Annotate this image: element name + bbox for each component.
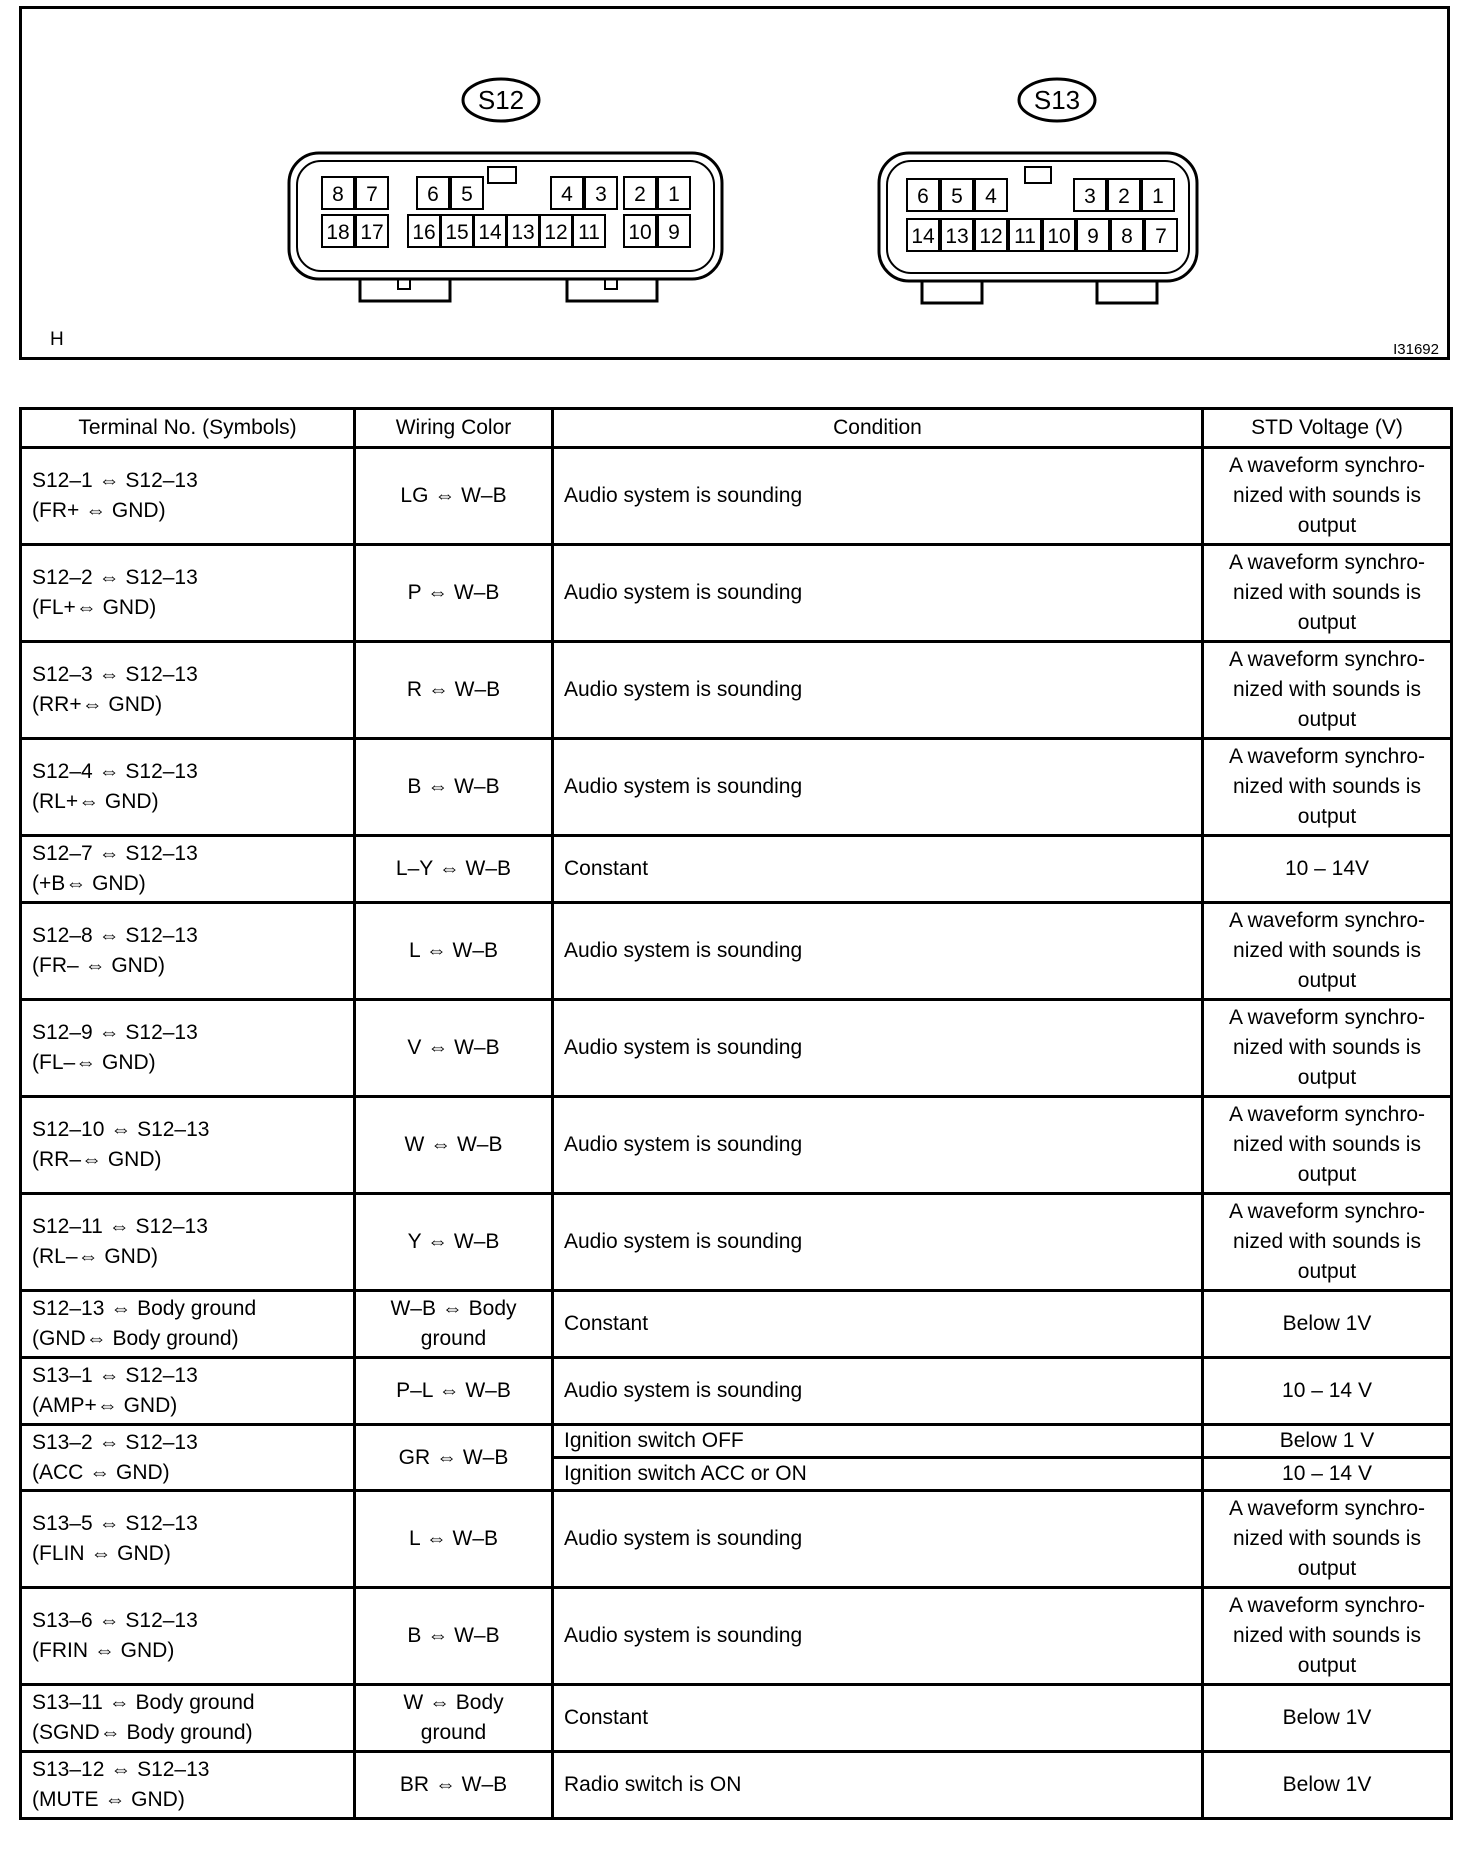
- terminal-cell: [21, 1000, 355, 1097]
- terminal-text: (FL+⇔ GND): [32, 596, 157, 619]
- s12-pin-number: 7: [366, 183, 378, 206]
- std-voltage-cell: [1203, 1194, 1452, 1291]
- terminal-text: S13–2 ⇔ S12–13: [32, 1430, 198, 1454]
- table-row: [21, 1358, 1452, 1425]
- terminal-text: (FL–⇔ GND): [32, 1051, 156, 1074]
- terminal-text: S12–10 ⇔ S12–13: [32, 1118, 210, 1141]
- s12-pin-number: 18: [326, 221, 350, 244]
- condition-cell: Audio system is sounding: [553, 1097, 1203, 1194]
- wiring-color-text: B ⇔ W–B: [407, 1624, 500, 1647]
- terminal-cell: [21, 1358, 355, 1425]
- std-voltage-text: Below 1V: [1282, 1706, 1372, 1729]
- table-row: [21, 1685, 1452, 1752]
- terminal-text: (RR–⇔ GND): [32, 1148, 162, 1171]
- s12-pin-number: 2: [634, 183, 646, 206]
- std-voltage-text: output: [1297, 1066, 1357, 1089]
- std-voltage-text: nized with sounds is: [1233, 1624, 1421, 1647]
- terminal-text: S13–6 ⇔ S12–13: [32, 1609, 198, 1632]
- std-voltage-cell: [1203, 1097, 1452, 1194]
- terminal-text: (AMP+⇔ GND): [32, 1394, 178, 1417]
- std-voltage-cell: [1203, 836, 1452, 903]
- std-voltage-text: 10 – 14V: [1284, 857, 1370, 880]
- terminal-cell: [21, 903, 355, 1000]
- std-voltage-text: output: [1297, 1163, 1357, 1186]
- wiring-color-text: R ⇔ W–B: [406, 678, 501, 701]
- condition-cell: Audio system is sounding: [553, 903, 1203, 1000]
- std-voltage-cell: [1203, 903, 1452, 1000]
- table-row: [21, 1291, 1452, 1358]
- s13-pin-number: 1: [1152, 185, 1164, 208]
- condition-cell: Ignition switch ACC or ON: [553, 1458, 1203, 1491]
- std-voltage-cell: [1203, 642, 1452, 739]
- condition-cell: Constant: [553, 1685, 1203, 1752]
- terminal-text: S12–3 ⇔ S12–13: [32, 663, 198, 686]
- table-row: [21, 1588, 1452, 1685]
- s13-pin-number: 5: [951, 185, 963, 208]
- table-row: [21, 545, 1452, 642]
- std-voltage-text: A waveform synchro-: [1228, 551, 1426, 574]
- terminal-cell: [21, 739, 355, 836]
- terminal-cell: [21, 1491, 355, 1588]
- wiring-color-cell: [355, 1425, 553, 1491]
- terminal-text: (RL–⇔ GND): [32, 1245, 159, 1268]
- terminal-text: (RR+⇔ GND): [32, 693, 163, 716]
- terminal-text: S13–1 ⇔ S12–13: [32, 1364, 198, 1387]
- terminal-cell: [21, 642, 355, 739]
- std-voltage-cell: [1203, 1491, 1452, 1588]
- terminal-text: S12–1 ⇔ S12–13: [32, 469, 198, 492]
- connector-diagram: [22, 9, 1447, 357]
- terminal-text: S12–7 ⇔ S12–13: [32, 842, 198, 865]
- std-voltage-text: nized with sounds is: [1233, 484, 1421, 507]
- terminal-cell: [21, 545, 355, 642]
- table-row: [21, 642, 1452, 739]
- s13-pin-number: 4: [985, 185, 997, 208]
- condition-cell: Constant: [553, 836, 1203, 903]
- connector-figure: [19, 6, 1450, 360]
- std-voltage-text: nized with sounds is: [1233, 1527, 1421, 1550]
- s12-pin-number: 17: [360, 221, 384, 244]
- s13-pin-number: 13: [945, 225, 969, 248]
- std-voltage-text: A waveform synchro-: [1228, 648, 1426, 671]
- std-voltage-cell: [1203, 545, 1452, 642]
- terminal-text: (FR– ⇔ GND): [32, 954, 165, 977]
- s13-pin-number: 14: [911, 225, 935, 248]
- wiring-color-text: W–B ⇔ Body: [390, 1297, 517, 1320]
- std-voltage-cell: [1203, 448, 1452, 545]
- std-voltage-text: output: [1297, 1654, 1357, 1677]
- terminal-table: [19, 407, 1453, 1820]
- std-voltage-text: Below 1V: [1282, 1773, 1372, 1796]
- s13-pin-number: 3: [1084, 185, 1096, 208]
- wiring-color-cell: [355, 1194, 553, 1291]
- s12-pin-number: 16: [412, 221, 436, 244]
- std-voltage-text: nized with sounds is: [1233, 775, 1421, 798]
- connector-label-s12: S12: [477, 85, 525, 115]
- terminal-cell: [21, 836, 355, 903]
- std-voltage-text: Below 1 V: [1279, 1429, 1375, 1452]
- std-voltage-text: 10 – 14 V: [1282, 1379, 1372, 1402]
- std-voltage-cell: [1203, 1291, 1452, 1358]
- terminal-cell: [21, 1291, 355, 1358]
- std-voltage-text: output: [1297, 708, 1357, 731]
- s13-pin-number: 8: [1121, 225, 1133, 248]
- figure-code: I31692: [1393, 341, 1439, 358]
- std-voltage-text: A waveform synchro-: [1228, 1103, 1426, 1126]
- terminal-cell: [21, 1588, 355, 1685]
- wiring-color-cell: [355, 545, 553, 642]
- wiring-color-text: W ⇔ W–B: [404, 1133, 503, 1156]
- condition-cell: Audio system is sounding: [553, 1358, 1203, 1425]
- terminal-cell: [21, 448, 355, 545]
- terminal-text: S12–9 ⇔ S12–13: [32, 1021, 198, 1044]
- wiring-color-text: ground: [420, 1327, 487, 1350]
- header-wiring-color: Wiring Color: [355, 409, 553, 448]
- std-voltage-text: nized with sounds is: [1233, 581, 1421, 604]
- terminal-text: S13–11 ⇔ Body ground: [32, 1691, 255, 1714]
- header-condition: Condition: [553, 409, 1203, 448]
- s13-pin-number: 11: [1014, 225, 1036, 248]
- header-terminal: Terminal No. (Symbols): [21, 409, 355, 448]
- table-row: [21, 1752, 1452, 1819]
- wiring-color-text: P–L ⇔ W–B: [396, 1379, 511, 1402]
- wiring-color-text: LG ⇔ W–B: [400, 484, 507, 507]
- table-header-row: [21, 409, 1452, 448]
- wiring-color-text: L–Y ⇔ W–B: [395, 857, 512, 880]
- s12-pin-number: 14: [478, 221, 502, 244]
- wiring-color-cell: [355, 1291, 553, 1358]
- table-row: [21, 1000, 1452, 1097]
- std-voltage-text: output: [1297, 805, 1357, 828]
- table-row: [21, 1491, 1452, 1588]
- std-voltage-text: nized with sounds is: [1233, 1230, 1421, 1253]
- table-row: [21, 903, 1452, 1000]
- condition-cell: Audio system is sounding: [553, 642, 1203, 739]
- std-voltage-text: A waveform synchro-: [1228, 454, 1426, 477]
- terminal-text: (FR+ ⇔ GND): [32, 499, 166, 522]
- std-voltage-text: output: [1297, 1260, 1357, 1283]
- terminal-cell: [21, 1685, 355, 1752]
- terminal-text: S13–12 ⇔ S12–13: [32, 1758, 210, 1781]
- terminal-text: S12–2 ⇔ S12–13: [32, 566, 198, 589]
- terminal-text: S12–13 ⇔ Body ground: [32, 1297, 257, 1320]
- std-voltage-text: output: [1297, 1557, 1357, 1580]
- terminal-text: S13–5 ⇔ S12–13: [32, 1512, 198, 1535]
- wiring-color-cell: [355, 1000, 553, 1097]
- connector-label-s13: S13: [1033, 85, 1081, 115]
- terminal-text: (MUTE ⇔ GND): [32, 1788, 185, 1811]
- std-voltage-text: Below 1V: [1282, 1312, 1372, 1335]
- s12-pin-number: 11: [578, 221, 600, 244]
- wiring-color-text: ground: [420, 1721, 487, 1744]
- wiring-color-cell: [355, 903, 553, 1000]
- std-voltage-cell: [1203, 739, 1452, 836]
- std-voltage-cell: [1203, 1752, 1452, 1819]
- std-voltage-text: output: [1297, 611, 1357, 634]
- std-voltage-text: A waveform synchro-: [1228, 1200, 1426, 1223]
- std-voltage-cell: [1203, 1458, 1452, 1491]
- condition-cell: Audio system is sounding: [553, 1491, 1203, 1588]
- std-voltage-text: A waveform synchro-: [1228, 1006, 1426, 1029]
- s12-pin-number: 4: [561, 183, 573, 206]
- std-voltage-text: output: [1297, 514, 1357, 537]
- wiring-color-text: P ⇔ W–B: [407, 581, 500, 604]
- std-voltage-text: nized with sounds is: [1233, 1036, 1421, 1059]
- terminal-text: (FLIN ⇔ GND): [32, 1542, 171, 1565]
- s12-pin-number: 15: [445, 221, 469, 244]
- wiring-color-cell: [355, 1097, 553, 1194]
- wiring-color-text: V ⇔ W–B: [407, 1036, 500, 1059]
- wiring-color-text: BR ⇔ W–B: [399, 1773, 508, 1796]
- s13-pin-number: 12: [979, 225, 1003, 248]
- std-voltage-text: nized with sounds is: [1233, 1133, 1421, 1156]
- s12-pin-number: 12: [544, 221, 568, 244]
- std-voltage-text: nized with sounds is: [1233, 678, 1421, 701]
- wiring-color-cell: [355, 1491, 553, 1588]
- std-voltage-cell: [1203, 1588, 1452, 1685]
- table-row: [21, 1425, 1452, 1458]
- table-row: [21, 836, 1452, 903]
- terminal-text: S12–4 ⇔ S12–13: [32, 760, 198, 783]
- terminal-cell: [21, 1752, 355, 1819]
- wiring-color-cell: [355, 1752, 553, 1819]
- s12-pin-number: 6: [427, 183, 439, 206]
- header-std-voltage: STD Voltage (V): [1203, 409, 1452, 448]
- terminal-text: S12–8 ⇔ S12–13: [32, 924, 198, 947]
- figure-letter: H: [50, 329, 64, 350]
- wiring-color-cell: [355, 739, 553, 836]
- table-body: [21, 448, 1452, 1819]
- wiring-color-cell: [355, 1588, 553, 1685]
- table-row: [21, 739, 1452, 836]
- condition-cell: Radio switch is ON: [553, 1752, 1203, 1819]
- condition-cell: Audio system is sounding: [553, 1588, 1203, 1685]
- terminal-text: (FRIN ⇔ GND): [32, 1639, 175, 1662]
- wiring-color-text: L ⇔ W–B: [408, 1527, 499, 1550]
- wiring-color-text: Y ⇔ W–B: [407, 1230, 500, 1253]
- wiring-color-text: B ⇔ W–B: [407, 775, 500, 798]
- std-voltage-text: A waveform synchro-: [1228, 1594, 1426, 1617]
- terminal-cell: [21, 1194, 355, 1291]
- wiring-color-cell: [355, 836, 553, 903]
- s13-pin-number: 7: [1155, 225, 1167, 248]
- std-voltage-text: A waveform synchro-: [1228, 909, 1426, 932]
- wiring-color-cell: [355, 1685, 553, 1752]
- terminal-text: (SGND⇔ Body ground): [32, 1721, 253, 1744]
- s12-pin-number: 9: [668, 221, 680, 244]
- wiring-color-cell: [355, 1358, 553, 1425]
- s13-pin-number: 10: [1047, 225, 1071, 248]
- std-voltage-text: nized with sounds is: [1233, 939, 1421, 962]
- condition-cell: Constant: [553, 1291, 1203, 1358]
- terminal-cell: [21, 1425, 355, 1491]
- s12-pin-number: 1: [668, 183, 680, 206]
- s13-pin-number: 6: [917, 185, 929, 208]
- condition-cell: Audio system is sounding: [553, 545, 1203, 642]
- std-voltage-cell: [1203, 1000, 1452, 1097]
- wiring-color-text: L ⇔ W–B: [408, 939, 499, 962]
- condition-cell: Audio system is sounding: [553, 1000, 1203, 1097]
- wiring-color-cell: [355, 642, 553, 739]
- terminal-cell: [21, 1097, 355, 1194]
- std-voltage-text: output: [1297, 969, 1357, 992]
- std-voltage-text: A waveform synchro-: [1228, 745, 1426, 768]
- s12-pin-number: 8: [332, 183, 344, 206]
- std-voltage-cell: [1203, 1358, 1452, 1425]
- table-row: [21, 448, 1452, 545]
- s12-pin-number: 3: [595, 183, 607, 206]
- terminal-text: (GND⇔ Body ground): [32, 1327, 239, 1350]
- s13-pin-number: 2: [1118, 185, 1130, 208]
- std-voltage-text: A waveform synchro-: [1228, 1497, 1426, 1520]
- terminal-text: (+B⇔ GND): [32, 872, 146, 895]
- s12-pin-number: 10: [628, 221, 652, 244]
- s13-pin-number: 9: [1087, 225, 1099, 248]
- table-row: [21, 1097, 1452, 1194]
- std-voltage-text: 10 – 14 V: [1282, 1462, 1372, 1485]
- std-voltage-cell: [1203, 1685, 1452, 1752]
- condition-cell: Ignition switch OFF: [553, 1425, 1203, 1458]
- terminal-text: (ACC ⇔ GND): [32, 1460, 170, 1484]
- condition-cell: Audio system is sounding: [553, 448, 1203, 545]
- wiring-color-text: GR ⇔ W–B: [398, 1445, 509, 1469]
- condition-cell: Audio system is sounding: [553, 1194, 1203, 1291]
- condition-cell: Audio system is sounding: [553, 739, 1203, 836]
- s12-pin-number: 13: [511, 221, 535, 244]
- std-voltage-cell: [1203, 1425, 1452, 1458]
- wiring-color-cell: [355, 448, 553, 545]
- wiring-color-text: W ⇔ Body: [403, 1691, 504, 1714]
- table-row: [21, 1194, 1452, 1291]
- s12-pin-number: 5: [461, 183, 473, 206]
- terminal-text: S12–11 ⇔ S12–13: [32, 1215, 208, 1238]
- terminal-text: (RL+⇔ GND): [32, 790, 159, 813]
